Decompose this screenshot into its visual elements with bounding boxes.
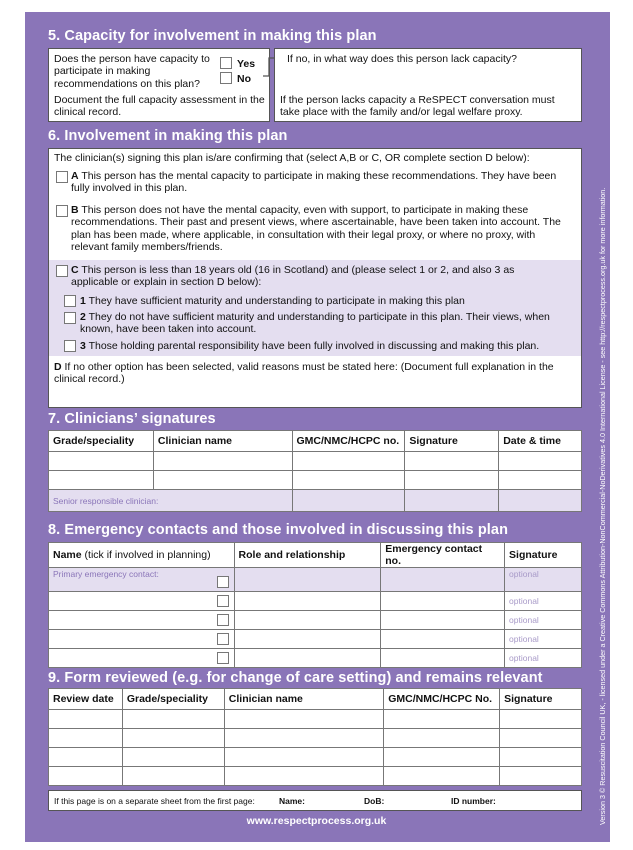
option-b-letter: B: [71, 204, 79, 216]
option-d-letter: D: [54, 361, 62, 373]
table-row[interactable]: [49, 592, 582, 611]
col-gmc: GMC/NMC/HCPC no.: [292, 431, 405, 452]
involved-checkbox[interactable]: [217, 576, 229, 588]
involved-checkbox[interactable]: [217, 633, 229, 645]
col-signature: Signature: [505, 543, 582, 568]
col-clinician-name: Clinician name: [224, 689, 383, 710]
involved-checkbox[interactable]: [217, 595, 229, 607]
option-c3: [80, 340, 575, 352]
involved-checkbox[interactable]: [217, 652, 229, 664]
option-c2: [80, 311, 570, 336]
table-row[interactable]: [49, 452, 582, 471]
license-text: Version 3 © Resuscitation Council UK, - licensed under a Creative Commons Attribution-NonCommercial-NoDerivatives 4.0 International License - see http://respectprocess.org.uk for more information.: [598, 187, 607, 825]
table-row[interactable]: [49, 630, 582, 649]
option-b-text: This person does not have the mental capacity, even with support, to participate in making these recommendations. Their past and present views, where ascertainable, have been taken into account. The plan has been made, where applicable, in consultation with their legal proxy, or where no proxy, with relevant family members/friends.: [71, 204, 561, 254]
col-grade: Grade/speciality: [49, 431, 154, 452]
col-grade: Grade/speciality: [122, 689, 224, 710]
section8-title: 8. Emergency contacts and those involved in discussing this plan: [48, 522, 509, 538]
col-role: Role and relationship: [234, 543, 381, 568]
option-c3-text: Those holding parental responsibility have been fully involved in discussing and making this plan.: [88, 340, 540, 352]
option-c-letter: C: [71, 264, 79, 276]
senior-clinician-label: Senior responsible clinician:: [53, 495, 159, 506]
involvement-intro: The clinician(s) signing this plan is/are confirming that (select A,B or C, OR complete section D below):: [54, 152, 530, 164]
section6-title: 6. Involvement in making this plan: [48, 128, 288, 144]
footer-url[interactable]: www.respectprocess.org.uk: [246, 815, 387, 827]
table-row[interactable]: [49, 649, 582, 668]
option-a-letter: A: [71, 170, 79, 182]
option-c1: [80, 295, 570, 307]
col-signature: Signature: [405, 431, 499, 452]
col-gmc: GMC/NMC/HCPC No.: [384, 689, 500, 710]
capacity-no-checkbox[interactable]: [220, 72, 232, 84]
option-a-checkbox[interactable]: [56, 171, 68, 183]
option-c1-text: They have sufficient maturity and understanding to participate in making this plan: [88, 295, 465, 307]
signatures-header-row: [49, 431, 582, 452]
option-d[interactable]: [54, 361, 574, 386]
optional-label: optional: [509, 596, 539, 606]
emergency-contacts-table: [48, 542, 582, 668]
dob-label[interactable]: DoB:: [364, 796, 385, 806]
option-c2-checkbox[interactable]: [64, 312, 76, 324]
col-date-time: Date & time: [499, 431, 582, 452]
contacts-header-row: [49, 543, 582, 568]
primary-contact-label: Primary emergency contact:: [53, 569, 159, 579]
review-header-row: [49, 689, 582, 710]
capacity-question-box: [48, 48, 270, 122]
table-row[interactable]: [49, 611, 582, 630]
table-row[interactable]: [49, 729, 582, 748]
involvement-box: [48, 148, 582, 408]
option-c3-checkbox[interactable]: [64, 340, 76, 352]
option-d-text: If no other option has been selected, valid reasons must be stated here: (Document full explanation in the clinical record.): [54, 361, 554, 386]
senior-clinician-row[interactable]: [49, 490, 582, 512]
option-c1-checkbox[interactable]: [64, 295, 76, 307]
option-a-text: This person has the mental capacity to participate in making these recommendations. They have been fully involved in this plan.: [71, 170, 557, 195]
capacity-document-note: Document the full capacity assessment in the clinical record.: [54, 94, 265, 119]
option-c-text: This person is less than 18 years old (16 in Scotland) and (please select 1 or 2, and also 3 as applicable or explain in section D below):: [71, 264, 515, 289]
optional-label: optional: [509, 634, 539, 644]
capacity-yes-checkbox[interactable]: [220, 57, 232, 69]
table-row[interactable]: [49, 471, 582, 490]
option-c2-number: 2: [80, 311, 86, 323]
capacity-no-label: No: [237, 73, 251, 85]
review-table: [48, 688, 582, 786]
option-b: [71, 204, 566, 254]
col-clinician-name: Clinician name: [153, 431, 292, 452]
involved-checkbox[interactable]: [217, 614, 229, 626]
optional-label: optional: [509, 653, 539, 663]
table-row[interactable]: [49, 710, 582, 729]
option-c3-number: 3: [80, 340, 86, 352]
option-b-checkbox[interactable]: [56, 205, 68, 217]
license-side-text: [586, 70, 607, 830]
lack-capacity-note: If the person lacks capacity a ReSPECT conversation must take place with the family and/or legal welfare proxy.: [280, 94, 555, 119]
col-review-date: Review date: [49, 689, 123, 710]
lack-capacity-box[interactable]: [274, 48, 582, 122]
optional-label: optional: [509, 615, 539, 625]
col-contact-no: Emergency contact no.: [381, 543, 505, 568]
table-row[interactable]: [49, 767, 582, 786]
separate-sheet-note: If this page is on a separate sheet from the first page:: [54, 796, 255, 806]
option-c: [71, 264, 541, 289]
capacity-yes-label: Yes: [237, 58, 256, 70]
option-c-panel: [49, 260, 581, 356]
id-number-label[interactable]: ID number:: [451, 796, 496, 806]
section7-title: 7. Clinicians’ signatures: [48, 411, 216, 427]
option-c1-number: 1: [80, 295, 86, 307]
lack-capacity-question: If no, in what way does this person lack capacity?: [287, 53, 517, 65]
section9-title: 9. Form reviewed (e.g. for change of care setting) and remains relevant: [48, 670, 543, 686]
signatures-table: [48, 430, 582, 512]
name-label[interactable]: Name:: [279, 796, 305, 806]
optional-label: optional: [509, 569, 539, 579]
capacity-question: Does the person have capacity to participate in making recommendations on this plan?: [54, 53, 210, 90]
primary-contact-row[interactable]: [49, 568, 582, 592]
option-c2-text: They do not have sufficient maturity and understanding to participate in this plan. Their views, when known, have been taken into account.: [80, 311, 550, 336]
col-name: Name: [53, 549, 82, 561]
col-name-note: (tick if involved in planning): [84, 549, 211, 561]
option-c-checkbox[interactable]: [56, 265, 68, 277]
table-row[interactable]: [49, 748, 582, 767]
col-signature: Signature: [500, 689, 582, 710]
option-a: [71, 170, 566, 195]
separate-sheet-box: [48, 790, 582, 811]
section5-title: 5. Capacity for involvement in making this plan: [48, 28, 377, 44]
